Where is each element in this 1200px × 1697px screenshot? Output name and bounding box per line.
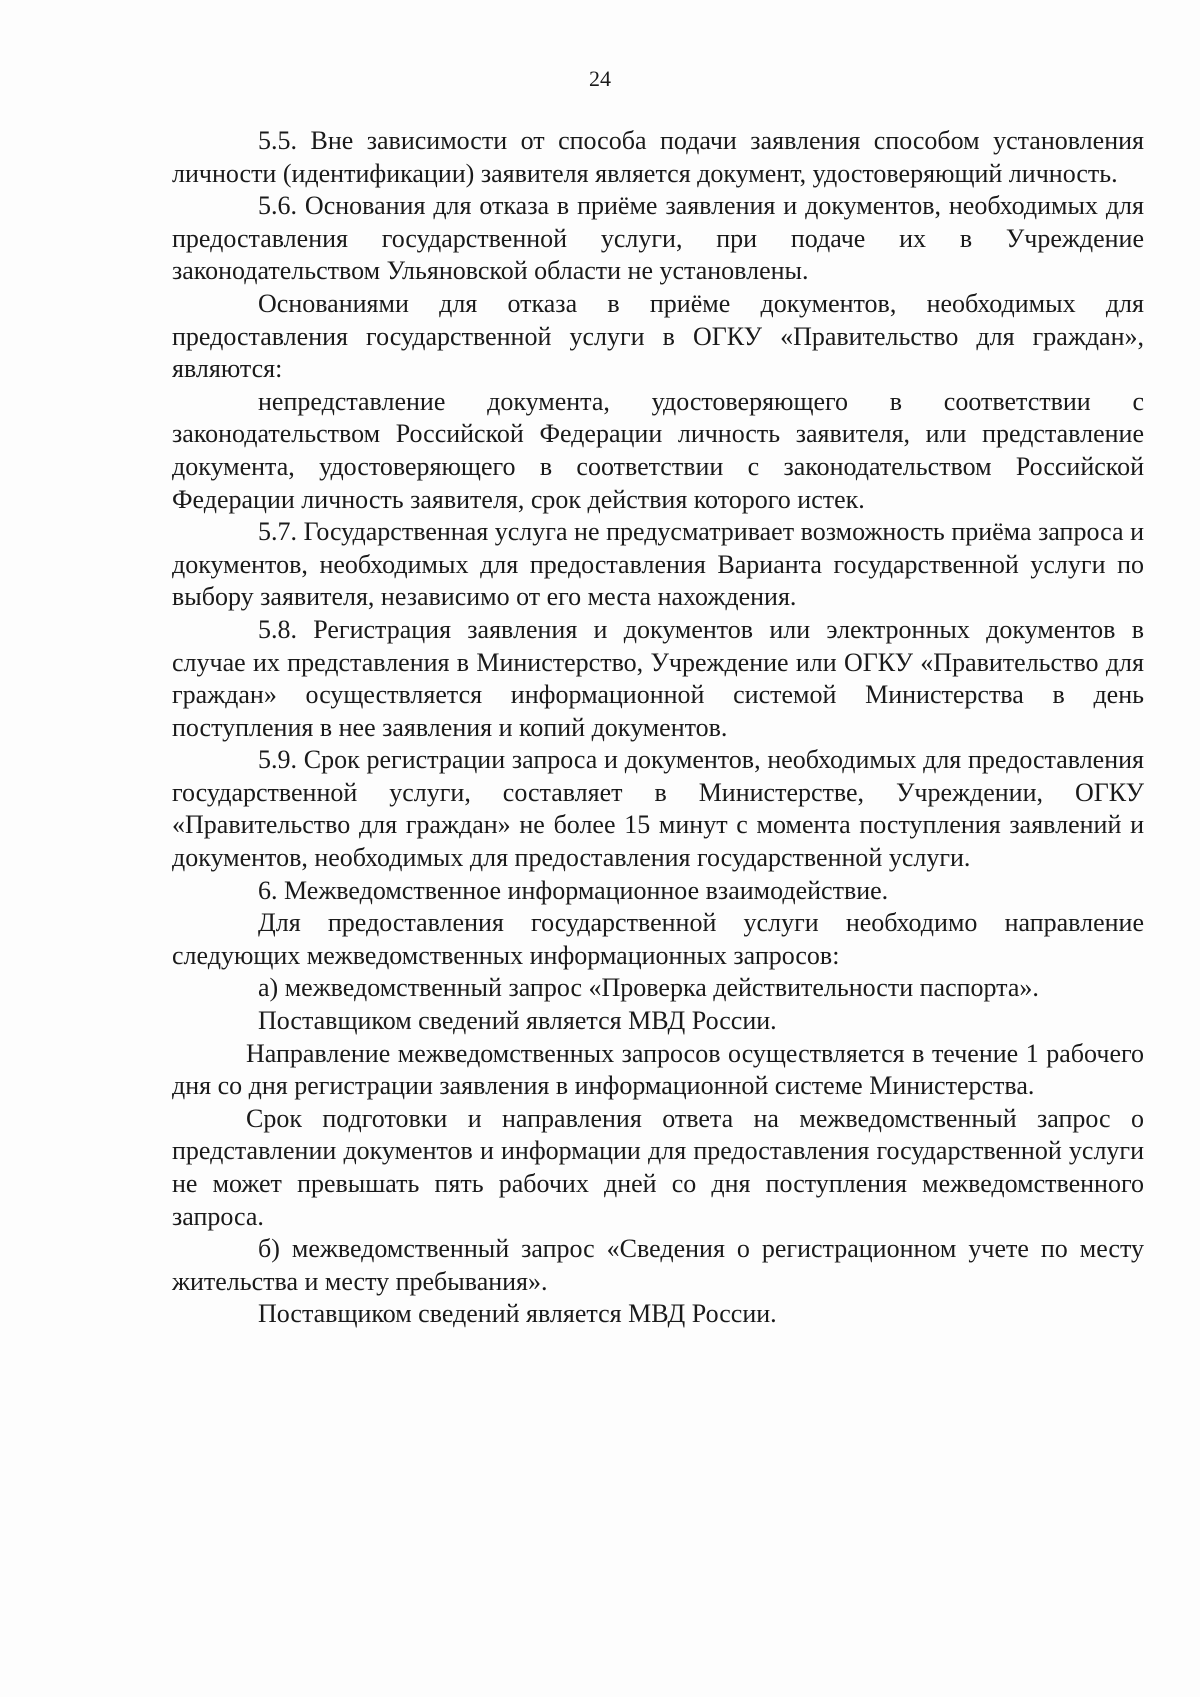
page-number: 24 <box>589 66 611 91</box>
paragraph-response-deadline: Срок подготовки и направления ответа на межведомственный запрос о представлении документов и информации для предоставления государственной услуги не может превышать пять рабочих дней со дня поступления межведомственного запроса. <box>172 1103 1144 1231</box>
document-body <box>172 125 1144 1331</box>
paragraph-request-timing: Направление межведомственных запросов осуществляется в течение 1 рабочего дня со дня регистрации заявления в информационной системе Министерства. <box>172 1038 1144 1101</box>
paragraph-5-6: 5.6. Основания для отказа в приёме заявления и документов, необходимых для предоставления государственной услуги, при подаче их в Учреждение законодательством Ульяновской области не установлены. <box>172 191 1144 286</box>
paragraph-provider-b: Поставщиком сведений является МВД России. <box>258 1299 777 1329</box>
paragraph-request-a: а) межведомственный запрос «Проверка действительности паспорта». <box>258 973 1039 1003</box>
paragraph-refusal-grounds: Основаниями для отказа в приёме документов, необходимых для предоставления государственной услуги в ОГКУ «Правительство для граждан», являются: <box>172 288 1144 384</box>
paragraph-provider-a: Поставщиком сведений является МВД России. <box>258 1006 777 1036</box>
paragraph-interagency-requests: Для предоставления государственной услуги необходимо направление следующих межведомственных информационных запросов: <box>172 908 1144 970</box>
paragraph-5-9: 5.9. Срок регистрации запроса и документов, необходимых для предоставления государственной услуги, составляет в Министерстве, Учреждении, ОГКУ «Правительство для граждан» не более 15 минут с момента поступления заявлений и документов, необходимых для предоставления государственной услуги. <box>172 745 1144 873</box>
paragraph-request-b: б) межведомственный запрос «Сведения о регистрационном учете по месту жительства и месту пребывания». <box>172 1234 1144 1296</box>
paragraph-5-7: 5.7. Государственная услуга не предусматривает возможность приёма запроса и документов, необходимых для предоставления Варианта государственной услуги по выбору заявителя, независимо от его места нахождения. <box>172 517 1144 612</box>
paragraph-non-submission: непредставление документа, удостоверяющего в соответствии с законодательством Российской Федерации личность заявителя, или представление документа, удостоверяющего в соответствии с законодательством Российской Федерации личность заявителя, срок действия которого истек. <box>172 386 1144 514</box>
section-heading-6: 6. Межведомственное информационное взаимодействие. <box>258 875 889 905</box>
paragraph-5-5: 5.5. Вне зависимости от способа подачи заявления способом установления личности (идентификации) заявителя является документ, удостоверяющий личность. <box>172 126 1144 188</box>
paragraph-5-8: 5.8. Регистрация заявления и документов или электронных документов в случае их представления в Министерство, Учреждение или ОГКУ «Правительство для граждан» осуществляется информационной системой Министерства в день поступления в нее заявления и копий документов. <box>172 614 1144 742</box>
